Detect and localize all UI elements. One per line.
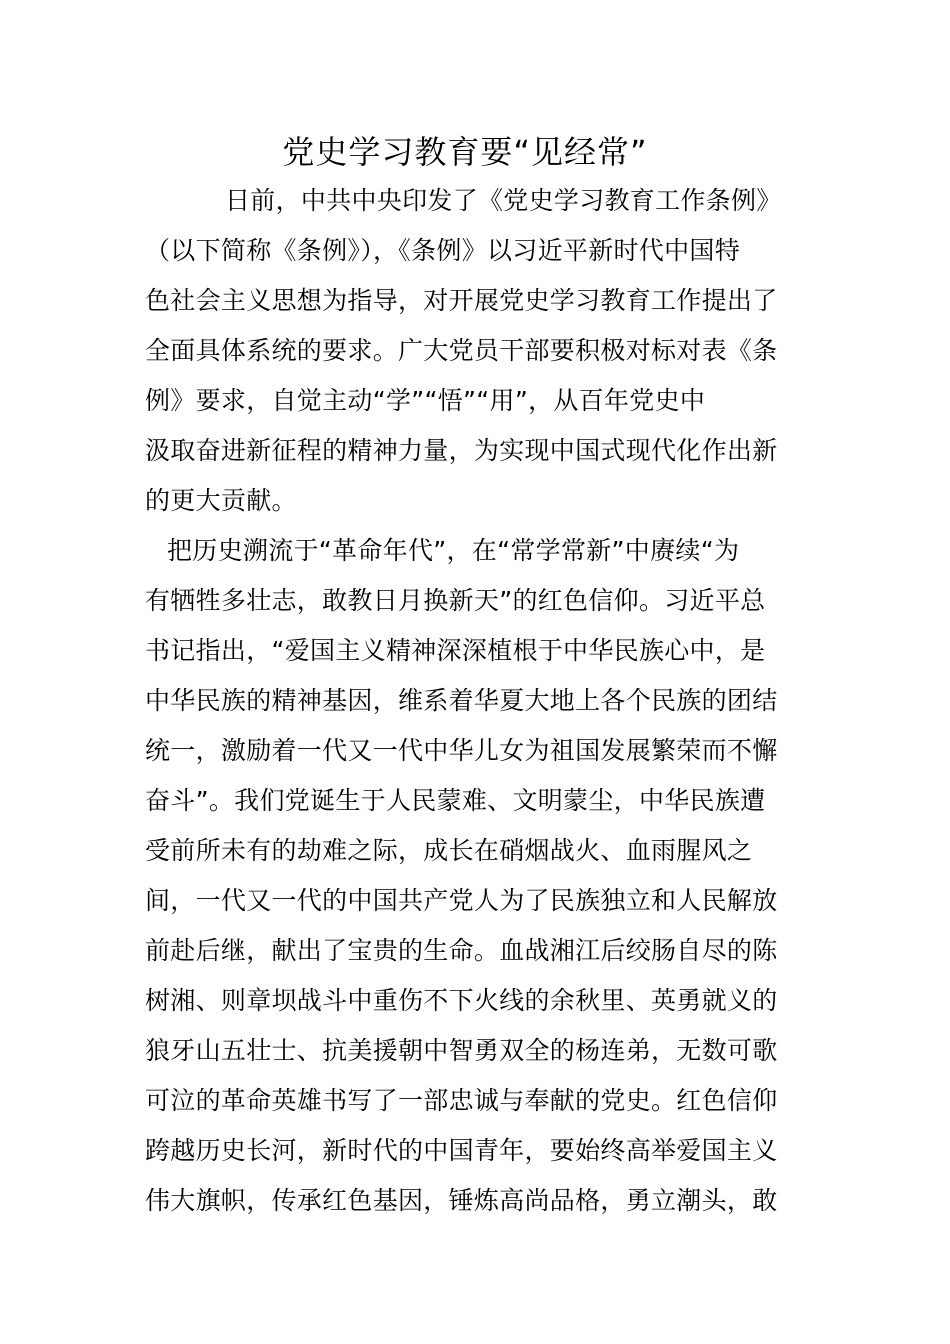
paragraph-2-line-14: 伟大旗帜，传承红色基因，锤炼高尚品格，勇立潮头，敢 <box>145 1186 778 1215</box>
paragraph-1-line-6: 汲取奋进新征程的精神力量，为实现中国式现代化作出新 <box>145 436 778 465</box>
paragraph-2-line-1: 把历史溯流于“革命年代”，在“常学常新”中赓续“为 <box>167 536 740 565</box>
paragraph-2-line-4: 中华民族的精神基因，维系着华夏大地上各个民族的团结 <box>145 686 778 715</box>
paragraph-2-line-11: 狼牙山五壮士、抗美援朝中智勇双全的杨连弟，无数可歌 <box>145 1036 778 1065</box>
paragraph-2-line-7: 受前所未有的劫难之际，成长在硝烟战火、血雨腥风之 <box>145 836 753 865</box>
paragraph-2-line-8: 间，一代又一代的中国共产党人为了民族独立和人民解放 <box>145 886 778 915</box>
paragraph-1-line-1: 日前，中共中央印发了《党史学习教育工作条例》 <box>225 186 782 215</box>
paragraph-2-line-5: 统一，激励着一代又一代中华儿女为祖国发展繁荣而不懈 <box>145 736 778 765</box>
paragraph-2-line-10: 树湘、则章坝战斗中重伤不下火线的余秋里、英勇就义的 <box>145 986 778 1015</box>
paragraph-2-line-3: 书记指出，“爱国主义精神深深植根于中华民族心中，是 <box>145 636 766 665</box>
document-body <box>145 176 810 1226</box>
paragraph-1-line-4: 全面具体系统的要求。广大党员干部要积极对标对表《条 <box>145 336 778 365</box>
paragraph-1-line-5: 例》要求，自觉主动“学”“悟”“用”，从百年党史中 <box>145 386 706 415</box>
paragraph-2-line-12: 可泣的革命英雄书写了一部忠诚与奉献的党史。红色信仰 <box>145 1086 778 1115</box>
paragraph-2-line-13: 跨越历史长河，新时代的中国青年，要始终高举爱国主义 <box>145 1136 778 1165</box>
paragraph-2-line-2: 有牺牲多壮志，敢教日月换新天”的红色信仰。习近平总 <box>145 586 766 615</box>
paragraph-1-line-7: 的更大贡献。 <box>145 486 297 515</box>
paragraph-2-line-9: 前赴后继，献出了宝贵的生命。血战湘江后绞肠自尽的陈 <box>145 936 778 965</box>
paragraph-1-line-2: （以下简称《条例》），《条例》以习近平新时代中国特 <box>145 236 741 265</box>
document-title: 党史学习教育要“见经常” <box>282 133 648 171</box>
paragraph-2-line-6: 奋斗”。我们党诞生于人民蒙难、文明蒙尘，中华民族遭 <box>145 786 766 815</box>
paragraph-1-line-3: 色社会主义思想为指导，对开展党史学习教育工作提出了 <box>145 286 778 315</box>
